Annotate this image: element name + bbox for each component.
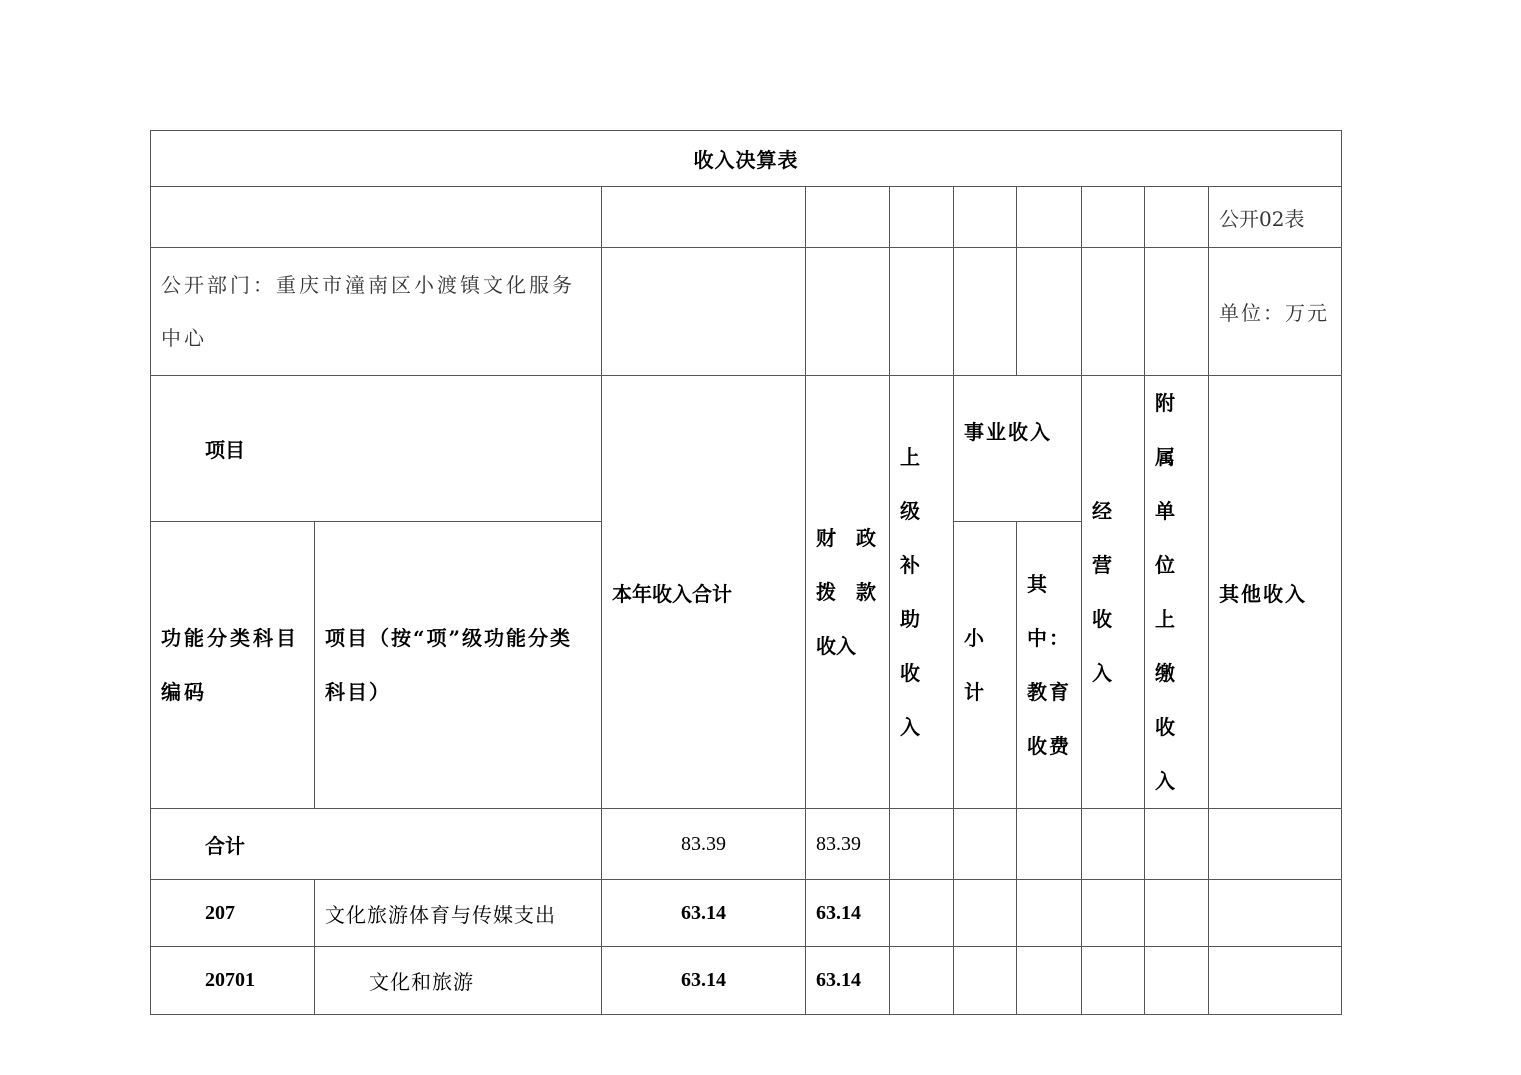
header-project: 项目 <box>151 376 602 522</box>
header-func-code: 功能分类科目编码 <box>151 521 315 808</box>
header-business-subtotal: 小计 <box>954 521 1017 808</box>
blank-cell <box>890 187 954 248</box>
row-code: 207 <box>151 880 315 947</box>
blank-cell <box>1082 248 1145 376</box>
row-total-amount: 83.39 <box>602 809 806 880</box>
row-total-fiscal: 83.39 <box>806 809 890 880</box>
income-final-accounts-table <box>150 130 1342 1015</box>
blank-cell <box>1017 947 1082 1015</box>
blank-cell <box>806 187 890 248</box>
row-amount: 63.14 <box>602 880 806 947</box>
blank-cell <box>151 187 602 248</box>
blank-cell <box>1082 187 1145 248</box>
table-title: 收入决算表 <box>151 131 1342 187</box>
blank-cell <box>1209 880 1342 947</box>
blank-cell <box>1145 947 1209 1015</box>
blank-cell <box>602 248 806 376</box>
row-fiscal: 63.14 <box>806 947 890 1015</box>
row-name: 文化旅游体育与传媒支出 <box>315 880 602 947</box>
department-label: 公开部门：重庆市潼南区小渡镇文化服务中心 <box>151 248 602 376</box>
header-operating: 经营收入 <box>1082 376 1145 809</box>
blank-cell <box>1082 809 1145 880</box>
header-business-edu: 其中：教育收费 <box>1017 521 1082 808</box>
blank-cell <box>954 809 1017 880</box>
blank-cell <box>890 248 954 376</box>
blank-cell <box>890 947 954 1015</box>
form-number: 公开02表 <box>1209 187 1342 248</box>
blank-cell <box>1017 880 1082 947</box>
blank-cell <box>954 880 1017 947</box>
row-fiscal: 63.14 <box>806 880 890 947</box>
blank-cell <box>1017 187 1082 248</box>
header-other: 其他收入 <box>1209 376 1342 809</box>
blank-cell <box>1145 809 1209 880</box>
header-total: 本年收入合计 <box>602 376 806 809</box>
blank-cell <box>602 187 806 248</box>
header-fiscal: 财 政 拨 款 收入 <box>806 376 890 809</box>
row-code: 20701 <box>151 947 315 1015</box>
header-business: 事业收入 <box>954 376 1082 522</box>
blank-cell <box>890 809 954 880</box>
blank-cell <box>1017 248 1082 376</box>
blank-cell <box>1209 809 1342 880</box>
blank-cell <box>1082 880 1145 947</box>
row-amount: 63.14 <box>602 947 806 1015</box>
blank-cell <box>1017 809 1082 880</box>
header-superior: 上级补助收入 <box>890 376 954 809</box>
header-affiliate: 附属单位上缴收入 <box>1145 376 1209 809</box>
blank-cell <box>954 187 1017 248</box>
blank-cell <box>890 880 954 947</box>
blank-cell <box>1082 947 1145 1015</box>
blank-cell <box>1145 248 1209 376</box>
row-name: 文化和旅游 <box>315 947 602 1015</box>
blank-cell <box>954 248 1017 376</box>
header-func-name: 项目（按“项”级功能分类科目） <box>315 521 602 808</box>
blank-cell <box>1145 187 1209 248</box>
blank-cell <box>1145 880 1209 947</box>
row-total-label: 合计 <box>151 809 602 880</box>
blank-cell <box>954 947 1017 1015</box>
blank-cell <box>1209 947 1342 1015</box>
unit-label: 单位：万元 <box>1209 248 1342 376</box>
blank-cell <box>806 248 890 376</box>
